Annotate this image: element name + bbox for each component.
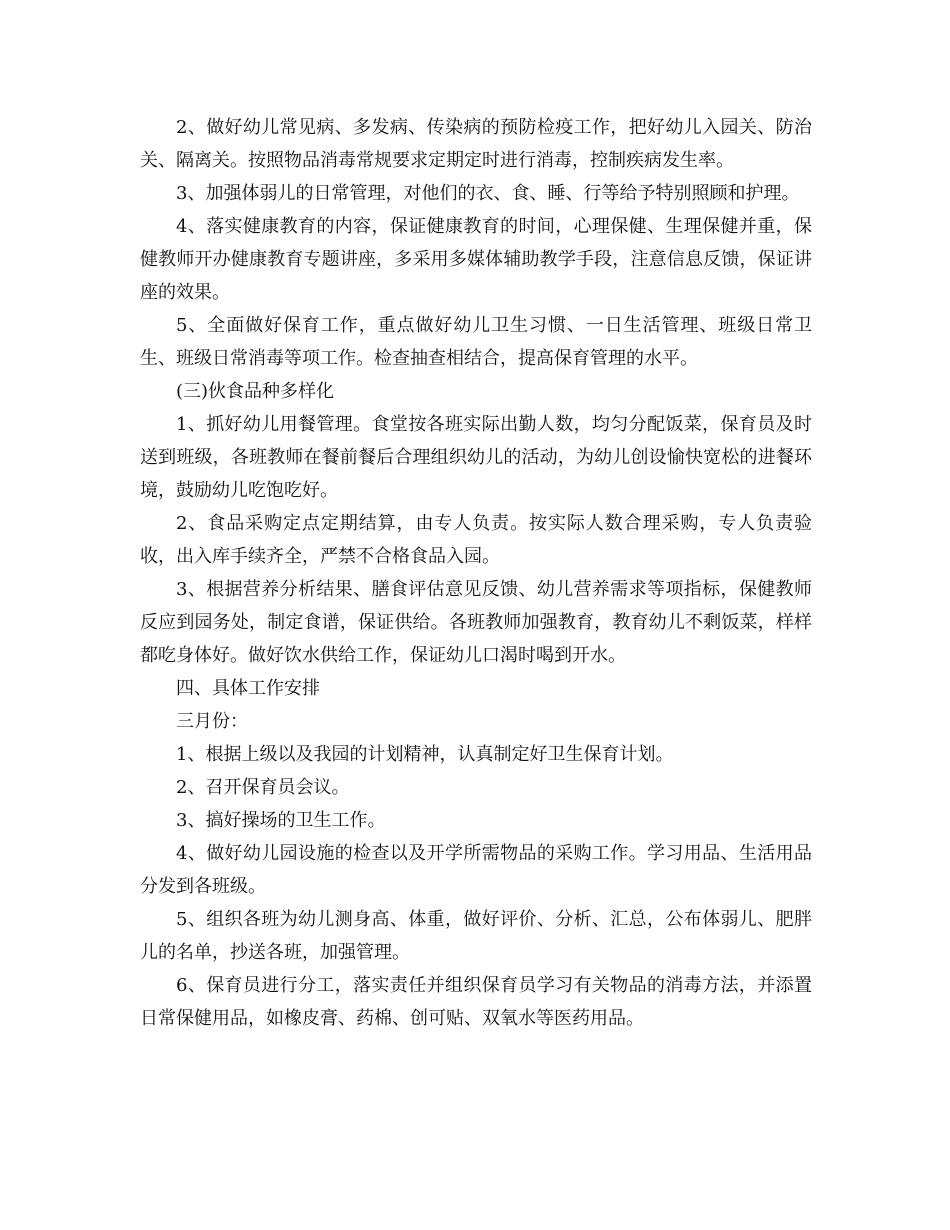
paragraph-item-1-plan: 1、根据上级以及我园的计划精神，认真制定好卫生保育计划。 [176, 744, 674, 765]
paragraph-item-1-meal-management: 1、抓好幼儿用餐管理。食堂按各班实际出勤人数，均匀分配饭菜，保育员及时送到班级，各班教师在餐前餐后合理组织幼儿的活动，为幼儿创设愉快宽松的进餐环境，鼓励幼儿吃饱吃好。 [140, 414, 812, 501]
paragraph-item-2-food-purchasing: 2、食品采购定点定期结算，由专人负责。按实际人数合理采购，专人负责验收，出入库手续齐全，严禁不合格食品入园。 [140, 513, 812, 567]
paragraph-item-5-measurement: 5、组织各班为幼儿测身高、体重，做好评价、分析、汇总，公布体弱儿、肥胖儿的名单，抄送各班，加强管理。 [140, 909, 812, 963]
subheading-march: 三月份： [176, 711, 248, 732]
document-page [140, 111, 812, 1035]
paragraph-item-4-facilities: 4、做好幼儿园设施的检查以及开学所需物品的采购工作。学习用品、生活用品分发到各班级。 [140, 843, 812, 897]
paragraph-item-3-playground: 3、搞好操场的卫生工作。 [176, 810, 386, 831]
paragraph-item-2-disease-prevention: 2、做好幼儿常见病、多发病、传染病的预防检疫工作，把好幼儿入园关、防治关、隔离关。按照物品消毒常规要求定期定时进行消毒，控制疾病发生率。 [140, 117, 812, 171]
section-heading-food-variety: (三)伙食品种多样化 [176, 381, 335, 402]
paragraph-item-5-care-work: 5、全面做好保育工作，重点做好幼儿卫生习惯、一日生活管理、班级日常卫生、班级日常消毒等项工作。检查抽查相结合，提高保育管理的水平。 [140, 315, 812, 369]
paragraph-item-4-health-education: 4、落实健康教育的内容，保证健康教育的时间，心理保健、生理保健并重，保健教师开办健康教育专题讲座，多采用多媒体辅助教学手段，注意信息反馈，保证讲座的效果。 [140, 216, 812, 303]
paragraph-item-6-staff-division: 6、保育员进行分工，落实责任并组织保育员学习有关物品的消毒方法，并添置日常保健用品，如橡皮膏、药棉、创可贴、双氧水等医药用品。 [140, 975, 812, 1029]
section-heading-work-schedule: 四、具体工作安排 [176, 678, 320, 699]
paragraph-item-2-meeting: 2、召开保育员会议。 [176, 777, 350, 798]
paragraph-item-3-nutrition: 3、根据营养分析结果、膳食评估意见反馈、幼儿营养需求等项指标，保健教师反应到园务处，制定食谱，保证供给。各班教师加强教育，教育幼儿不剩饭菜，样样都吃身体好。做好饮水供给工作，保证幼儿口渴时喝到开水。 [140, 579, 812, 666]
paragraph-item-3-weak-children: 3、加强体弱儿的日常管理，对他们的衣、食、睡、行等给予特别照顾和护理。 [176, 183, 800, 204]
